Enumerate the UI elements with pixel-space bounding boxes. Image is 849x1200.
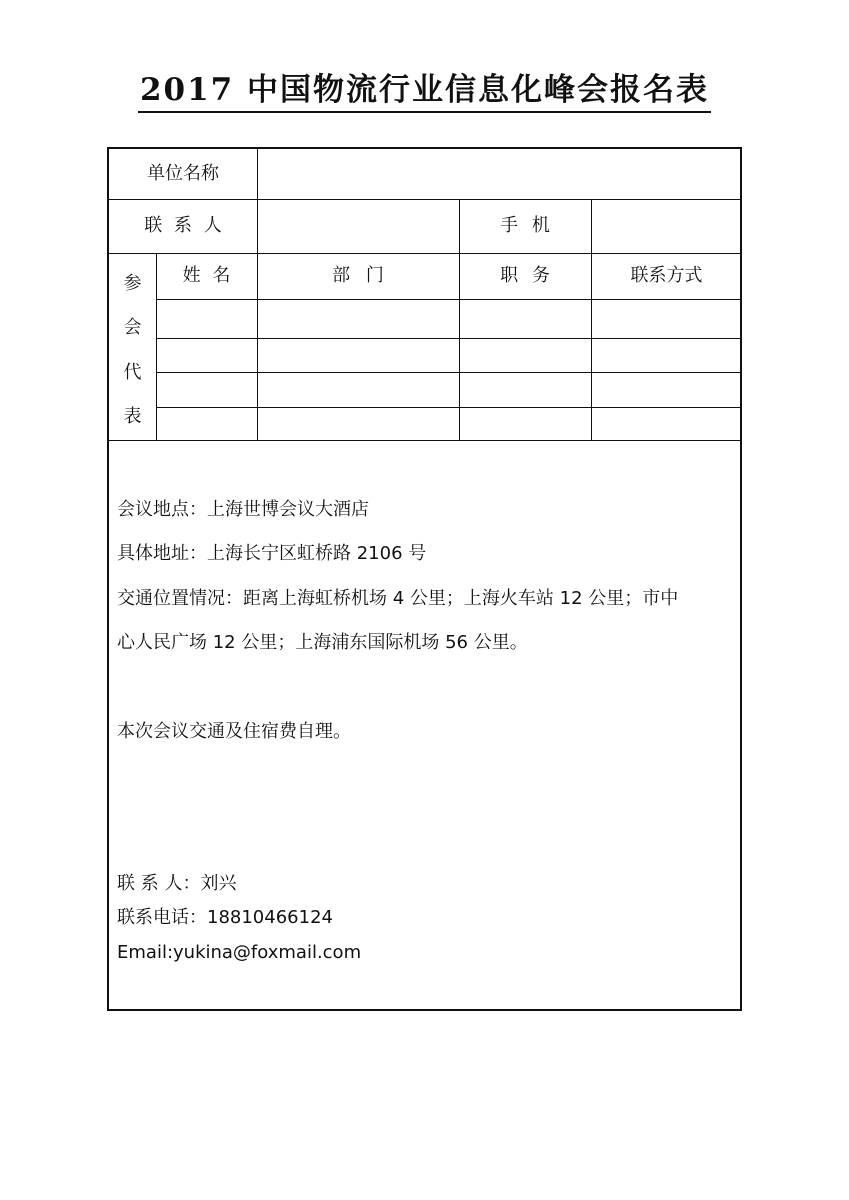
attendee-position-cell[interactable]: [461, 301, 591, 338]
col-divider: [591, 199, 592, 253]
title-text: 2017 中国物流行业信息化峰会报名表: [138, 70, 711, 113]
address-text: 具体地址：上海长宁区虹桥路 2106 号: [117, 543, 427, 564]
registration-form: [107, 147, 742, 1011]
contact-person: 联 系 人：刘兴: [117, 873, 237, 894]
attendee-label-char: 参: [123, 273, 142, 295]
attendee-name-cell[interactable]: [158, 340, 257, 372]
attendee-label-char: 会: [123, 317, 142, 339]
header-contact-method: 联系方式: [630, 265, 703, 286]
attendee-contact-cell[interactable]: [593, 409, 742, 440]
attendee-contact-cell[interactable]: [593, 340, 742, 372]
contact-label: 联 系 人: [144, 215, 222, 236]
mobile-label: 手 机: [500, 215, 550, 236]
row-divider: [156, 407, 742, 408]
contact-phone: 联系电话：18810466124: [117, 907, 333, 928]
attendee-label-char: 表: [123, 405, 142, 427]
attendee-contact-cell[interactable]: [593, 301, 742, 338]
mobile-field[interactable]: [593, 199, 742, 253]
row-divider: [156, 299, 742, 300]
row-divider: [156, 372, 742, 373]
row-divider: [156, 338, 742, 339]
row-divider: [109, 440, 742, 441]
header-department: 部 门: [332, 265, 384, 286]
attendee-position-cell[interactable]: [461, 340, 591, 372]
attendee-name-cell[interactable]: [158, 374, 257, 407]
attendee-department-cell[interactable]: [259, 374, 459, 407]
traffic-text-line2: 心人民广场 12 公里；上海浦东国际机场 56 公里。: [117, 632, 528, 653]
header-position: 职 务: [500, 265, 550, 286]
attendee-name-cell[interactable]: [158, 409, 257, 440]
venue-text: 会议地点：上海世博会议大酒店: [117, 499, 369, 520]
contact-email[interactable]: Email:yukina@foxmail.com: [117, 942, 362, 963]
page-title: [0, 70, 849, 113]
attendee-position-cell[interactable]: [461, 409, 591, 440]
attendee-department-cell[interactable]: [259, 301, 459, 338]
attendee-name-cell[interactable]: [158, 301, 257, 338]
attendee-section-label: [109, 256, 156, 441]
attendee-position-cell[interactable]: [461, 374, 591, 407]
attendee-label-char: 代: [123, 361, 142, 383]
attendee-department-cell[interactable]: [259, 340, 459, 372]
unit-name-field[interactable]: [259, 149, 742, 199]
header-name: 姓 名: [182, 265, 231, 286]
contact-field[interactable]: [259, 199, 459, 253]
attendee-department-cell[interactable]: [259, 409, 459, 440]
attendee-contact-cell[interactable]: [593, 374, 742, 407]
expense-note: 本次会议交通及住宿费自理。: [117, 721, 351, 742]
unit-name-label: 单位名称: [147, 163, 219, 184]
traffic-text-line1: 交通位置情况：距离上海虹桥机场 4 公里；上海火车站 12 公里；市中: [117, 588, 679, 609]
